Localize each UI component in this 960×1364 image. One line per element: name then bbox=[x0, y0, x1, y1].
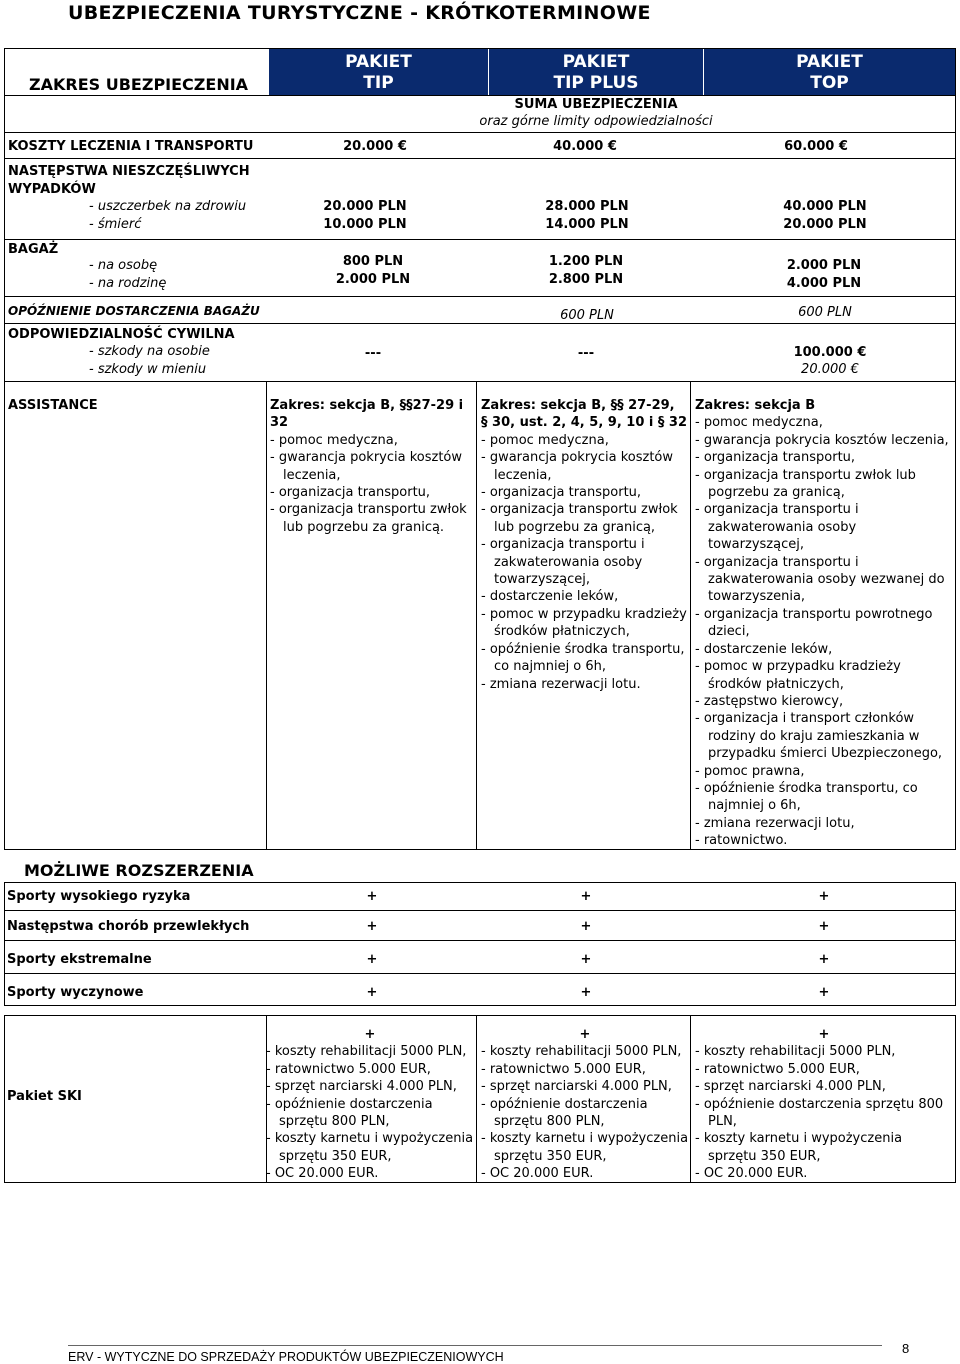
assistance-item: - opóźnienie środka transportu, co najmniej o 6h, bbox=[481, 641, 687, 676]
ski-item: - ratownictwo 5.000 EUR, bbox=[695, 1061, 953, 1078]
row-liability-top2: 20.000 € bbox=[801, 362, 859, 377]
row-accident-tipplus bbox=[527, 198, 647, 233]
ski-label: Pakiet SKI bbox=[7, 1089, 82, 1104]
row-luggage-sub1: - na osobę bbox=[89, 258, 158, 273]
row-luggage-label: BAGAŻ bbox=[8, 242, 59, 257]
ski-item: - sprzęt narciarski 4.000 PLN, bbox=[266, 1078, 474, 1095]
assistance-item: - organizacja transportu powrotnego dzieci, bbox=[695, 606, 953, 641]
page-title: UBEZPIECZENIA TURYSTYCZNE - KRÓTKOTERMINOWE bbox=[68, 2, 651, 24]
ski-item: - koszty rehabilitacji 5000 PLN, bbox=[481, 1043, 689, 1060]
ski-item: - koszty rehabilitacji 5000 PLN, bbox=[266, 1043, 474, 1060]
sum-label: SUMA UBEZPIECZENIA bbox=[514, 97, 678, 112]
accident-tipplus-value2: 14.000 PLN bbox=[545, 216, 629, 232]
assistance-tipplus-header1: Zakres: sekcja B, §§ 27-29, bbox=[481, 398, 675, 413]
accident-top-value1: 40.000 PLN bbox=[783, 199, 867, 214]
ski-tipplus bbox=[481, 1026, 689, 1183]
assistance-item: - opóźnienie środka transportu, co najmniej o 6h, bbox=[695, 780, 953, 815]
row-luggage-tipplus bbox=[526, 253, 646, 288]
ski-tip-list bbox=[266, 1043, 474, 1182]
assistance-item: - pomoc medyczna, bbox=[481, 432, 687, 449]
assistance-item: - organizacja i transport członków rodziny do kraju zamieszkania w przypadku śmierci Ubezpieczonego, bbox=[695, 710, 953, 762]
accident-top-value2: 20.000 PLN bbox=[783, 216, 867, 232]
assistance-item: - organizacja transportu i zakwaterowania osoby wezwanej do towarzyszenia, bbox=[695, 554, 953, 606]
ski-item: - opóźnienie dostarczenia sprzętu 800 PLN, bbox=[481, 1096, 689, 1131]
scope-label: ZAKRES UBEZPIECZENIA bbox=[29, 75, 249, 94]
row-medical-tipplus: 40.000 € bbox=[553, 139, 617, 154]
row-accident-label1: NASTĘPSTWA NIESZCZĘŚLIWYCH bbox=[8, 164, 250, 179]
assistance-item: - organizacja transportu zwłok lub pogrzebu za granicą, bbox=[695, 467, 953, 502]
ski-item: - koszty karnetu i wypożyczenia sprzętu 350 EUR, bbox=[695, 1130, 953, 1165]
row-delay-label: OPÓŹNIENIE DOSTARCZENIA BAGAŻU bbox=[8, 304, 260, 318]
accident-tip-value2: 10.000 PLN bbox=[323, 216, 407, 232]
assistance-item: - dostarczenie leków, bbox=[481, 588, 687, 605]
package-tip-header bbox=[269, 49, 488, 95]
ext-row-value: + bbox=[366, 889, 378, 904]
assistance-item: - pomoc w przypadku kradzieży środków płatniczych, bbox=[695, 658, 953, 693]
luggage-tip-value1: 800 PLN bbox=[342, 254, 404, 269]
row-luggage-top bbox=[764, 257, 884, 292]
luggage-top-value1: 2.000 PLN bbox=[786, 258, 862, 273]
assistance-tip bbox=[270, 397, 470, 536]
page-number: 8 bbox=[902, 1341, 910, 1356]
ski-tipplus-list bbox=[481, 1043, 689, 1182]
assistance-tipplus-header2: § 30, ust. 2, 4, 5, 9, 10 i § 32 bbox=[481, 415, 688, 431]
package-tipplus-line1: PAKIET bbox=[562, 52, 630, 72]
package-top-line2: TOP bbox=[810, 73, 849, 93]
ext-row-label: Sporty wysokiego ryzyka bbox=[7, 889, 191, 904]
ski-item: - sprzęt narciarski 4.000 PLN, bbox=[695, 1078, 953, 1095]
assistance-item: - pomoc medyczna, bbox=[270, 432, 470, 449]
sum-sublabel: oraz górne limity odpowiedzialności bbox=[479, 114, 713, 129]
ski-item: - koszty karnetu i wypożyczenia sprzętu 350 EUR, bbox=[481, 1130, 689, 1165]
ski-top bbox=[695, 1026, 953, 1183]
assistance-label: ASSISTANCE bbox=[8, 398, 98, 413]
ext-row-value: + bbox=[818, 952, 830, 967]
ext-row-label: Sporty wyczynowe bbox=[7, 985, 144, 1000]
assistance-tipplus bbox=[481, 397, 687, 693]
ski-item: - OC 20.000 EUR. bbox=[266, 1165, 474, 1182]
package-top-header bbox=[704, 49, 955, 95]
row-accident-top bbox=[765, 198, 885, 233]
ext-row-value: + bbox=[580, 919, 592, 934]
ext-row-value: + bbox=[366, 985, 378, 1000]
assistance-top bbox=[695, 397, 953, 850]
assistance-top-list bbox=[695, 414, 953, 849]
ski-top-list bbox=[695, 1043, 953, 1182]
ski-item: - OC 20.000 EUR. bbox=[695, 1165, 953, 1182]
ext-row-label: Sporty ekstremalne bbox=[7, 952, 152, 967]
ext-row-value: + bbox=[580, 889, 592, 904]
ext-row-value: + bbox=[366, 919, 378, 934]
assistance-item: - zmiana rezerwacji lotu. bbox=[481, 676, 687, 693]
ext-row-value: + bbox=[818, 919, 830, 934]
assistance-tip-header2: 32 bbox=[270, 415, 289, 431]
row-medical-label: KOSZTY LECZENIA I TRANSPORTU bbox=[8, 139, 254, 154]
assistance-item: - organizacja transportu i zakwaterowania osoby towarzyszącej, bbox=[695, 501, 953, 553]
assistance-item: - organizacja transportu, bbox=[695, 449, 953, 466]
assistance-item: - zastępstwo kierowcy, bbox=[695, 693, 953, 710]
assistance-item: - organizacja transportu zwłok lub pogrzebu za granicą, bbox=[481, 501, 687, 536]
row-liability-tipplus: --- bbox=[577, 346, 595, 361]
header-band bbox=[4, 48, 956, 96]
ext-row-value: + bbox=[818, 985, 830, 1000]
row-accident-label2: WYPADKÓW bbox=[8, 182, 96, 197]
assistance-item: - pomoc medyczna, bbox=[695, 414, 953, 431]
row-liability-sub1: - szkody na osobie bbox=[89, 344, 210, 359]
luggage-tip-value2: 2.000 PLN bbox=[335, 271, 411, 287]
ski-tip-plus: + bbox=[364, 1027, 376, 1042]
assistance-item: - gwarancja pokrycia kosztów leczenia, bbox=[270, 449, 470, 484]
assistance-item: - organizacja transportu zwłok lub pogrzebu za granicą. bbox=[270, 501, 470, 536]
package-tipplus-header bbox=[489, 49, 703, 95]
assistance-tip-header1: Zakres: sekcja B, §§27-29 i bbox=[270, 398, 464, 413]
assistance-item: - pomoc w przypadku kradzieży środków płatniczych, bbox=[481, 606, 687, 641]
accident-tip-value1: 20.000 PLN bbox=[323, 199, 407, 214]
row-medical-top: 60.000 € bbox=[784, 139, 848, 154]
assistance-item: - gwarancja pokrycia kosztów leczenia, bbox=[695, 432, 953, 449]
assistance-top-header1: Zakres: sekcja B bbox=[695, 398, 816, 413]
ski-item: - opóźnienie dostarczenia sprzętu 800 PLN, bbox=[695, 1096, 953, 1131]
package-tip-line2: TIP bbox=[363, 73, 394, 93]
footer-text: ERV - WYTYCZNE DO SPRZEDAŻY PRODUKTÓW UBEZPIECZENIOWYCH bbox=[68, 1350, 504, 1364]
luggage-tipplus-value2: 2.800 PLN bbox=[548, 271, 624, 287]
ski-tip bbox=[266, 1026, 474, 1183]
ext-row-value: + bbox=[580, 985, 592, 1000]
assistance-tip-list bbox=[270, 432, 470, 536]
luggage-tipplus-value1: 1.200 PLN bbox=[548, 254, 624, 269]
row-liability-sub2: - szkody w mieniu bbox=[89, 362, 207, 377]
ext-row-value: + bbox=[366, 952, 378, 967]
assistance-tipplus-list bbox=[481, 432, 687, 693]
row-delay-top: 600 PLN bbox=[798, 305, 852, 320]
ext-row-value: + bbox=[580, 952, 592, 967]
assistance-item: - gwarancja pokrycia kosztów leczenia, bbox=[481, 449, 687, 484]
ski-top-plus: + bbox=[818, 1027, 830, 1042]
row-accident-sub2: - śmierć bbox=[89, 217, 142, 232]
ext-row-label: Następstwa chorób przewlekłych bbox=[7, 919, 250, 934]
row-liability-label: ODPOWIEDZIALNOŚĆ CYWILNA bbox=[8, 327, 235, 342]
row-luggage-tip bbox=[313, 253, 433, 288]
row-accident-sub1: - uszczerbek na zdrowiu bbox=[89, 199, 247, 214]
assistance-item: - pomoc prawna, bbox=[695, 763, 953, 780]
ski-item: - OC 20.000 EUR. bbox=[481, 1165, 689, 1182]
ski-item: - koszty karnetu i wypożyczenia sprzętu 350 EUR, bbox=[266, 1130, 474, 1165]
row-accident-tip bbox=[305, 198, 425, 233]
ski-item: - sprzęt narciarski 4.000 PLN, bbox=[481, 1078, 689, 1095]
row-liability-top1: 100.000 € bbox=[793, 345, 867, 360]
ski-item: - ratownictwo 5.000 EUR, bbox=[481, 1061, 689, 1078]
package-tip-line1: PAKIET bbox=[345, 52, 412, 72]
ski-tipplus-plus: + bbox=[579, 1027, 591, 1042]
assistance-item: - organizacja transportu, bbox=[481, 484, 687, 501]
row-liability-tip: --- bbox=[364, 346, 382, 361]
package-top-line1: PAKIET bbox=[796, 52, 863, 72]
assistance-item: - ratownictwo. bbox=[695, 832, 953, 849]
row-medical-tip: 20.000 € bbox=[343, 139, 407, 154]
assistance-item: - zmiana rezerwacji lotu, bbox=[695, 815, 953, 832]
row-delay-tipplus: 600 PLN bbox=[560, 308, 614, 323]
row-luggage-sub2: - na rodzinę bbox=[89, 276, 167, 291]
ext-row-value: + bbox=[818, 889, 830, 904]
package-tipplus-line2: TIP PLUS bbox=[553, 73, 639, 93]
assistance-item: - dostarczenie leków, bbox=[695, 641, 953, 658]
assistance-item: - organizacja transportu i zakwaterowania osoby towarzyszącej, bbox=[481, 536, 687, 588]
assistance-item: - organizacja transportu, bbox=[270, 484, 470, 501]
luggage-top-value2: 4.000 PLN bbox=[786, 275, 862, 291]
ski-item: - opóźnienie dostarczenia sprzętu 800 PLN, bbox=[266, 1096, 474, 1131]
accident-tipplus-value1: 28.000 PLN bbox=[545, 199, 629, 214]
ski-item: - koszty rehabilitacji 5000 PLN, bbox=[695, 1043, 953, 1060]
ski-item: - ratownictwo 5.000 EUR, bbox=[266, 1061, 474, 1078]
extensions-heading: MOŻLIWE ROZSZERZENIA bbox=[24, 861, 254, 880]
